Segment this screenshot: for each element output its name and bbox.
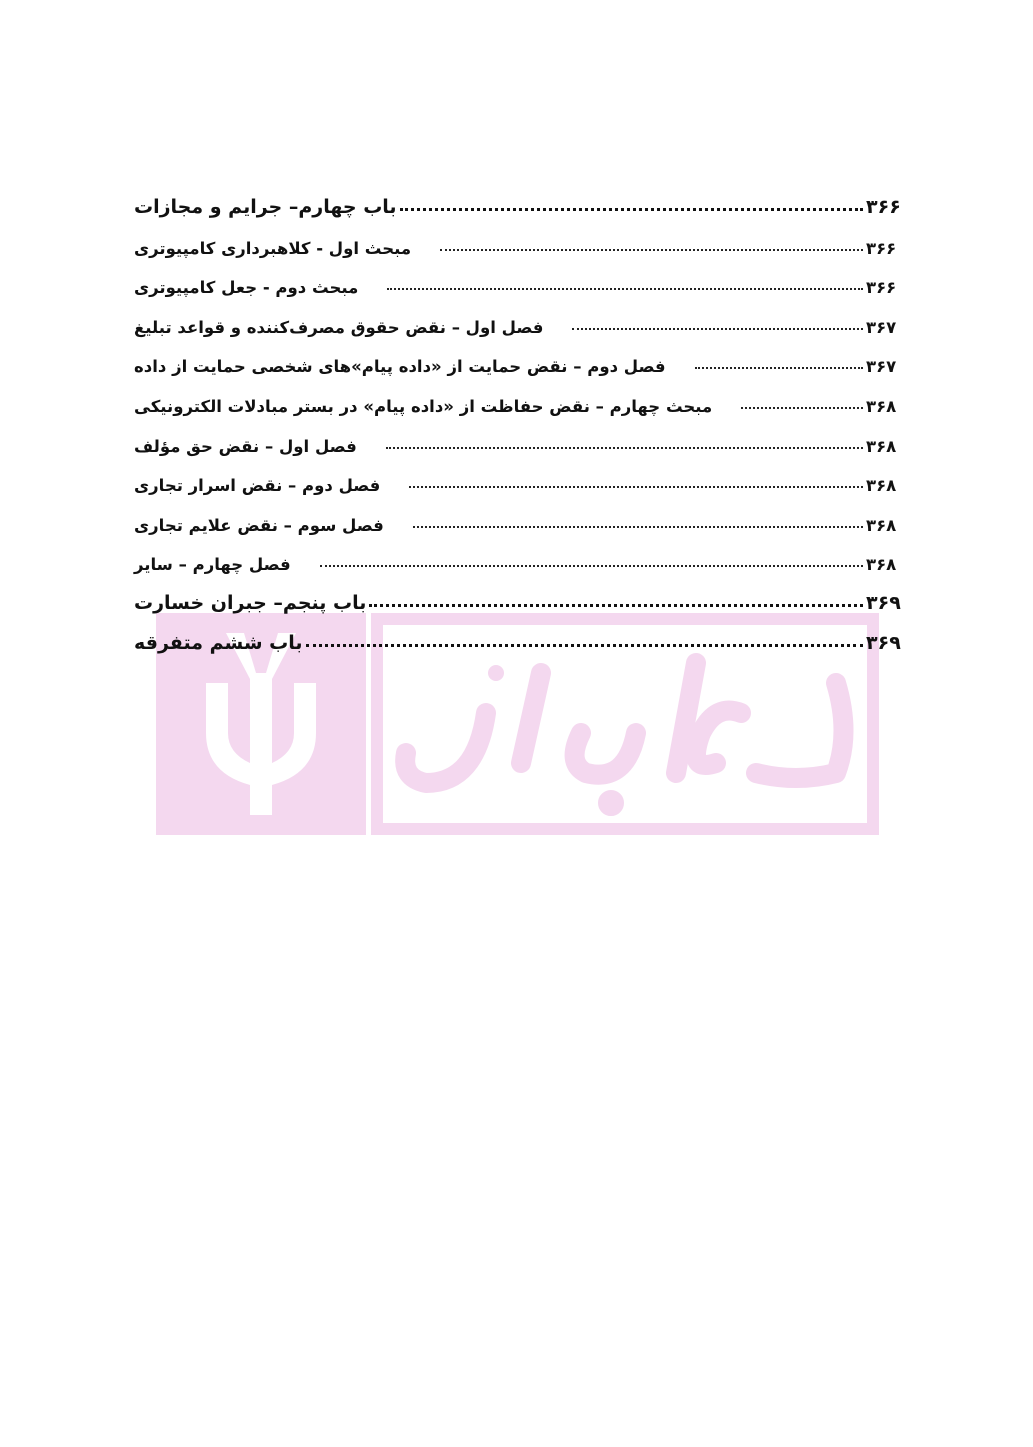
toc-leader-dots: [741, 407, 863, 409]
toc-leader-dots: [695, 367, 863, 369]
toc-section-row: [134, 495, 904, 535]
toc-section-row: [134, 258, 904, 298]
toc-leader-dots: [386, 447, 863, 449]
toc-leader-dots: [440, 249, 863, 251]
toc-entry-page-number: ۳۶۸: [866, 396, 897, 416]
toc-entry-page-number: ۳۶۸: [866, 515, 897, 535]
toc-chapter-row: [134, 178, 904, 218]
toc-section-row: [134, 456, 904, 496]
toc-entry-title: مبحث دوم - جعل کامپیوتری: [134, 278, 359, 298]
toc-entry-title: باب ششم متفرقه: [134, 632, 303, 655]
toc-leader-dots: [320, 565, 863, 567]
toc-section-row: [134, 218, 904, 258]
toc-entry-title: فصل چهارم – سایر: [134, 555, 291, 575]
toc-entry-title: باب چهارم– جرایم و مجازات: [134, 196, 397, 218]
toc-chapter-row: [134, 574, 904, 614]
toc-section-row: [134, 376, 904, 416]
toc-entry-title: فصل سوم – نقض علایم تجاری: [134, 515, 384, 535]
toc-entry-title: فصل اول – نقض حقوق مصرف‌کننده و قواعد تبلیغ: [134, 317, 544, 337]
toc-entry-page-number: ۳۶۹: [866, 632, 901, 655]
toc-entry-title: فصل دوم – نقض اسرار تجاری: [134, 476, 381, 496]
toc-leader-dots: [409, 486, 863, 488]
toc-section-row: [134, 535, 904, 575]
toc-leader-dots: [413, 526, 863, 528]
toc-entry-page-number: ۳۶۸: [866, 436, 897, 456]
toc-leader-dots: [387, 288, 863, 290]
toc-entry-page-number: ۳۶۹: [866, 592, 901, 615]
toc-entry-page-number: ۳۶۶: [866, 196, 901, 218]
toc-entry-page-number: ۳۶۷: [866, 317, 897, 337]
toc-entry-page-number: ۳۶۸: [866, 476, 897, 496]
toc-section-row: [134, 297, 904, 337]
toc-entry-page-number: ۳۶۷: [866, 357, 897, 377]
toc-entry-title: باب پنجم– جبران خسارت: [134, 592, 367, 615]
toc-entry-page-number: ۳۶۶: [866, 238, 897, 258]
toc-leader-dots: [306, 644, 864, 647]
toc-leader-dots: [572, 328, 863, 330]
toc-entry-page-number: ۳۶۸: [866, 555, 897, 575]
toc-section-row: [134, 337, 904, 377]
toc-entry-title: فصل دوم – نقض حمایت از «داده پیام»های شخصی حمایت از داده: [134, 357, 666, 377]
toc-entry-title: مبحث چهارم – نقض حفاظت از «داده پیام» در بستر مبادلات الکترونیکی: [134, 396, 713, 416]
toc-chapter-row: [134, 614, 904, 654]
toc-entry-title: مبحث اول - کلاهبرداری کامپیوتری: [134, 238, 412, 258]
toc-entry-title: فصل اول – نقض حق مؤلف: [134, 436, 357, 456]
toc-entry-page-number: ۳۶۶: [866, 278, 897, 298]
toc-leader-dots: [400, 208, 863, 211]
toc-leader-dots: [369, 604, 863, 607]
toc-section-row: [134, 416, 904, 456]
table-of-contents: [134, 178, 904, 654]
